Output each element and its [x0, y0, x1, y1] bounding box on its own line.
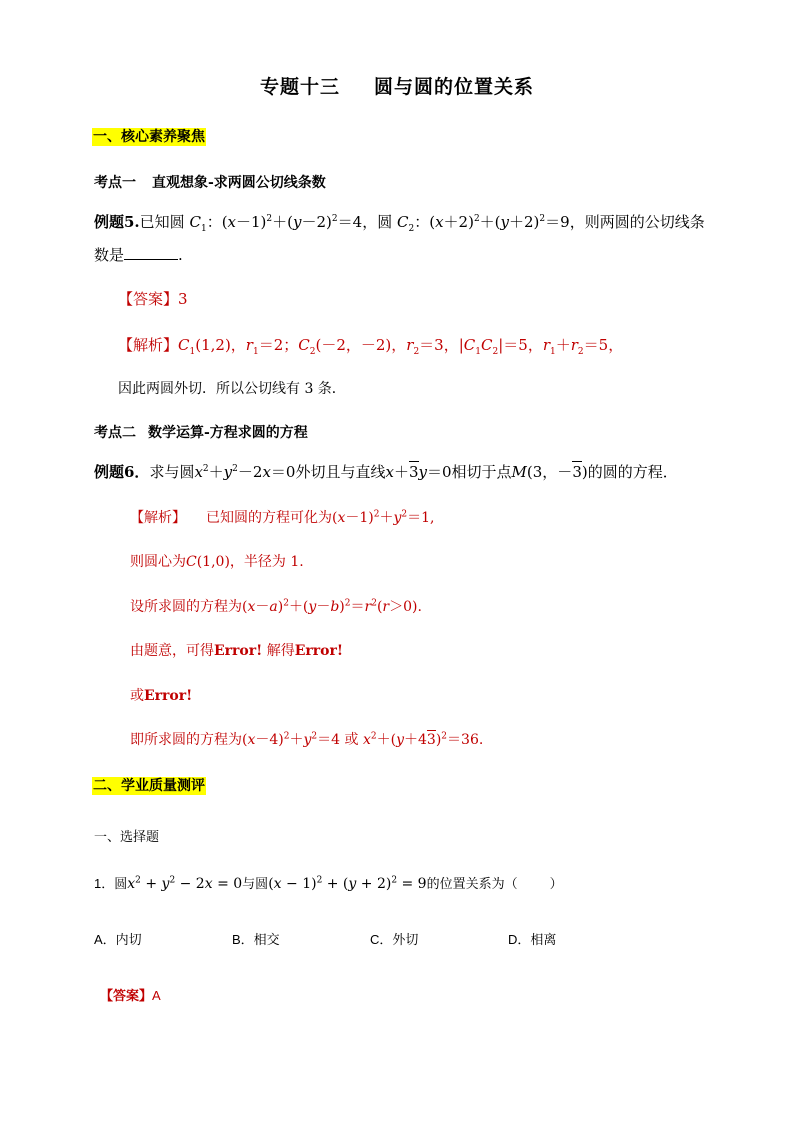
example-6-analysis-4: 由题意，可得Error! 解得Error! — [130, 643, 344, 659]
example-6-analysis-5: 或Error! — [130, 688, 193, 704]
example-5-question-cont: 数是 . — [94, 246, 183, 264]
subsection-title: 一、选择题 — [94, 829, 160, 844]
example-5-analysis: 【解析】$C_1(1,2)$，$r_1=2$；$C_2(-2$，－2)，$r_2=3$，$|C_1C_2|=5$，$r_1+r_2=5$， — [118, 336, 624, 357]
example-5-answer: 【答案】3 — [118, 290, 188, 308]
example-6-analysis-3: 设所求圆的方程为$(x-a)^2+(y-b)^2=r^2(r>0)$. — [130, 598, 422, 615]
example-6-analysis-1: 【解析】 已知圆的方程可化为$(x-1)^2+y^2=1$, — [130, 509, 435, 526]
section-heading-1: 一、核心素养聚焦 — [93, 129, 205, 145]
option-a: A．内切 — [94, 932, 142, 947]
example-5-conclusion: 因此两圆外切．所以公切线有 3 条． — [118, 381, 346, 397]
option-d: D．相离 — [508, 932, 557, 947]
option-b: B．相交 — [232, 932, 280, 947]
example-6-question: 例题6．求与圆$x^2+y^2-2x=0$外切且与直线x＋3y＝0相切于点M(3，－3)的圆的方程． — [94, 463, 678, 481]
page-title — [0, 72, 794, 99]
example-5-question: 例题5.已知圆 $C_1$：$(x-1)^2+(y-2)^2=4$，圆 $C_2$：$(x+2)^2+(y+2)^2=9$，则两圆的公切线条 — [94, 213, 705, 234]
example-6-analysis-2: 则圆心为C(1,0)，半径为 1. — [130, 554, 304, 570]
option-c: C．外切 — [370, 932, 419, 947]
answer-blank — [124, 247, 178, 260]
title-part1: 专题十三 — [259, 76, 340, 98]
example-6-analysis-6: 即所求圆的方程为$(x-4)^2+y^2=4$ 或 $x^2+(y+43)^2=36$. — [130, 731, 484, 748]
section-heading-2: 二、学业质量测评 — [93, 778, 205, 794]
question-1: 1．圆$x^2 + y^2 - 2x = 0$与圆$(x - 1)^2 + (y + 2)^2 = 9$的位置关系为（ ） — [94, 875, 563, 892]
question-1-answer: 【答案】A — [100, 988, 161, 1003]
kaodian-1: 考点一 直观想象-求两圆公切线条数 — [94, 175, 326, 191]
title-part2: 圆与圆的位置关系 — [374, 76, 535, 98]
kaodian-2: 考点二 数学运算-方程求圆的方程 — [94, 425, 308, 441]
